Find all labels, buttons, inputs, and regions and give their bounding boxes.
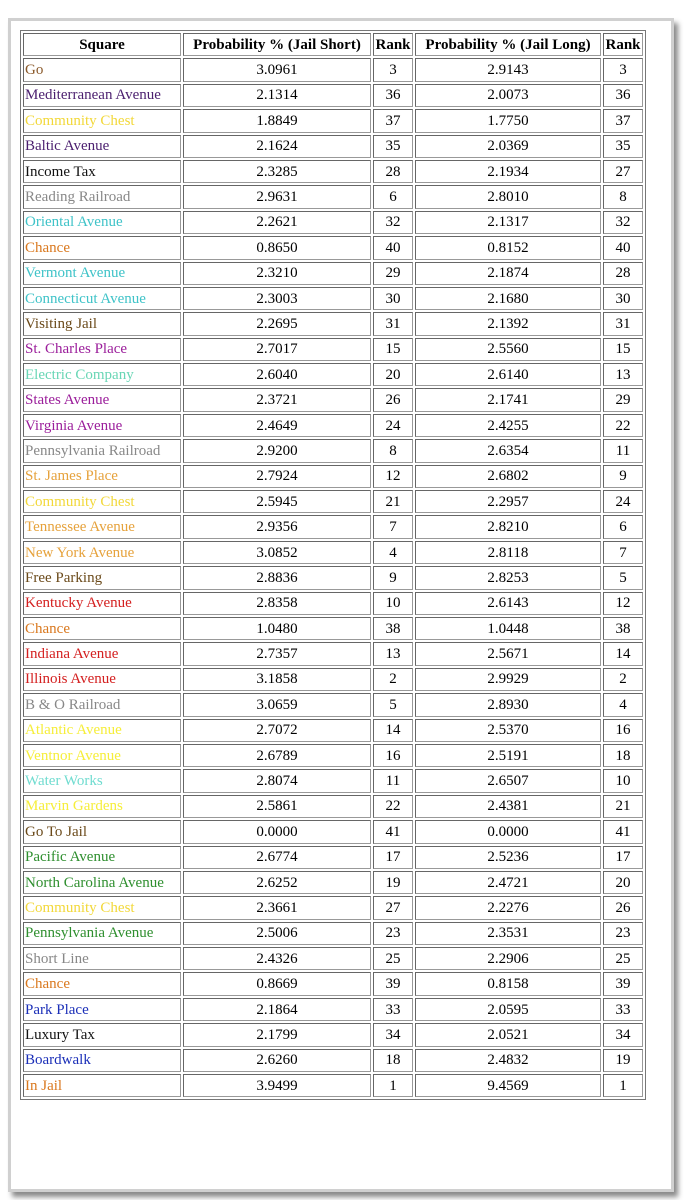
square-name-cell: Pacific Avenue: [23, 846, 181, 869]
rank-short-cell: 12: [373, 465, 413, 488]
square-name-cell: Pennsylvania Avenue: [23, 922, 181, 945]
probability-short-cell: 2.1799: [183, 1023, 371, 1046]
rank-long-cell: 32: [603, 211, 643, 234]
rank-long-cell: 3: [603, 58, 643, 81]
rank-short-cell: 31: [373, 312, 413, 335]
table-row: [23, 541, 643, 564]
rank-long-cell: 14: [603, 642, 643, 665]
probability-short-cell: 2.1864: [183, 998, 371, 1021]
square-name-cell: Chance: [23, 972, 181, 995]
square-name-cell: In Jail: [23, 1074, 181, 1097]
rank-long-cell: 13: [603, 363, 643, 386]
table-row: [23, 363, 643, 386]
square-name-cell: Go: [23, 58, 181, 81]
square-name-cell: Free Parking: [23, 566, 181, 589]
probability-short-cell: 2.6252: [183, 871, 371, 894]
rank-long-cell: 18: [603, 744, 643, 767]
header-rank-long: Rank: [603, 33, 643, 56]
rank-short-cell: 33: [373, 998, 413, 1021]
rank-long-cell: 22: [603, 414, 643, 437]
rank-short-cell: 3: [373, 58, 413, 81]
table-row: [23, 262, 643, 285]
probability-short-cell: 2.1624: [183, 135, 371, 158]
probability-short-cell: 2.6040: [183, 363, 371, 386]
rank-long-cell: 41: [603, 820, 643, 843]
table-row: [23, 58, 643, 81]
probability-short-cell: 2.2621: [183, 211, 371, 234]
probability-short-cell: 1.0480: [183, 617, 371, 640]
table-row: [23, 922, 643, 945]
square-name-cell: Chance: [23, 236, 181, 259]
probability-short-cell: 2.3285: [183, 160, 371, 183]
table-row: [23, 566, 643, 589]
probability-long-cell: 2.9929: [415, 668, 601, 691]
probability-long-cell: 2.0521: [415, 1023, 601, 1046]
probability-short-cell: 0.8650: [183, 236, 371, 259]
probability-long-cell: 2.0073: [415, 84, 601, 107]
rank-long-cell: 35: [603, 135, 643, 158]
table-row: [23, 515, 643, 538]
rank-short-cell: 34: [373, 1023, 413, 1046]
probability-short-cell: 2.6774: [183, 846, 371, 869]
probability-long-cell: 2.2276: [415, 896, 601, 919]
rank-long-cell: 5: [603, 566, 643, 589]
square-name-cell: St. Charles Place: [23, 338, 181, 361]
table-row: [23, 820, 643, 843]
probability-short-cell: 3.0961: [183, 58, 371, 81]
rank-long-cell: 1: [603, 1074, 643, 1097]
probability-short-cell: 2.9356: [183, 515, 371, 538]
square-name-cell: Illinois Avenue: [23, 668, 181, 691]
square-name-cell: Chance: [23, 617, 181, 640]
table-header-row: [23, 33, 643, 56]
probability-long-cell: 2.6507: [415, 769, 601, 792]
rank-short-cell: 23: [373, 922, 413, 945]
rank-long-cell: 36: [603, 84, 643, 107]
table-row: [23, 896, 643, 919]
rank-short-cell: 18: [373, 1049, 413, 1072]
square-name-cell: Park Place: [23, 998, 181, 1021]
probability-short-cell: 2.5861: [183, 795, 371, 818]
table-row: [23, 719, 643, 742]
square-name-cell: North Carolina Avenue: [23, 871, 181, 894]
probability-long-cell: 2.0595: [415, 998, 601, 1021]
table-row: [23, 998, 643, 1021]
probability-long-cell: 2.8253: [415, 566, 601, 589]
table-row: [23, 693, 643, 716]
header-probability-long: Probability % (Jail Long): [415, 33, 601, 56]
rank-long-cell: 17: [603, 846, 643, 869]
rank-long-cell: 4: [603, 693, 643, 716]
square-name-cell: New York Avenue: [23, 541, 181, 564]
probability-long-cell: 1.7750: [415, 109, 601, 132]
probability-short-cell: 2.5945: [183, 490, 371, 513]
probability-long-cell: 1.0448: [415, 617, 601, 640]
table-row: [23, 1074, 643, 1097]
table-row: [23, 338, 643, 361]
probability-short-cell: 2.5006: [183, 922, 371, 945]
square-name-cell: Vermont Avenue: [23, 262, 181, 285]
probability-long-cell: 2.1874: [415, 262, 601, 285]
probability-short-cell: 2.9631: [183, 185, 371, 208]
rank-long-cell: 27: [603, 160, 643, 183]
table-row: [23, 211, 643, 234]
square-name-cell: Boardwalk: [23, 1049, 181, 1072]
square-name-cell: Income Tax: [23, 160, 181, 183]
rank-short-cell: 6: [373, 185, 413, 208]
probability-long-cell: 2.4721: [415, 871, 601, 894]
probability-long-cell: 0.8152: [415, 236, 601, 259]
header-square: Square: [23, 33, 181, 56]
rank-long-cell: 9: [603, 465, 643, 488]
square-name-cell: Tennessee Avenue: [23, 515, 181, 538]
rank-short-cell: 25: [373, 947, 413, 970]
rank-short-cell: 36: [373, 84, 413, 107]
table-row: [23, 846, 643, 869]
rank-short-cell: 29: [373, 262, 413, 285]
probability-table: [20, 30, 646, 1100]
table-row: [23, 668, 643, 691]
square-name-cell: Virginia Avenue: [23, 414, 181, 437]
probability-long-cell: 2.4832: [415, 1049, 601, 1072]
rank-long-cell: 31: [603, 312, 643, 335]
square-name-cell: Go To Jail: [23, 820, 181, 843]
square-name-cell: States Avenue: [23, 388, 181, 411]
probability-long-cell: 2.5236: [415, 846, 601, 869]
rank-long-cell: 19: [603, 1049, 643, 1072]
probability-short-cell: 2.3721: [183, 388, 371, 411]
rank-long-cell: 10: [603, 769, 643, 792]
probability-short-cell: 2.4326: [183, 947, 371, 970]
probability-short-cell: 2.7357: [183, 642, 371, 665]
rank-long-cell: 40: [603, 236, 643, 259]
probability-short-cell: 2.7072: [183, 719, 371, 742]
probability-short-cell: 2.4649: [183, 414, 371, 437]
probability-long-cell: 2.5560: [415, 338, 601, 361]
rank-long-cell: 37: [603, 109, 643, 132]
rank-short-cell: 2: [373, 668, 413, 691]
rank-short-cell: 14: [373, 719, 413, 742]
probability-long-cell: 2.1317: [415, 211, 601, 234]
probability-long-cell: 2.6140: [415, 363, 601, 386]
table-row: [23, 465, 643, 488]
rank-short-cell: 7: [373, 515, 413, 538]
probability-long-cell: 2.8118: [415, 541, 601, 564]
rank-short-cell: 26: [373, 388, 413, 411]
rank-short-cell: 39: [373, 972, 413, 995]
rank-short-cell: 11: [373, 769, 413, 792]
probability-short-cell: 0.0000: [183, 820, 371, 843]
probability-short-cell: 2.3661: [183, 896, 371, 919]
table-row: [23, 769, 643, 792]
rank-long-cell: 39: [603, 972, 643, 995]
rank-short-cell: 32: [373, 211, 413, 234]
probability-long-cell: 2.4255: [415, 414, 601, 437]
probability-long-cell: 2.8930: [415, 693, 601, 716]
probability-short-cell: 2.6789: [183, 744, 371, 767]
probability-long-cell: 2.5671: [415, 642, 601, 665]
rank-long-cell: 30: [603, 287, 643, 310]
probability-long-cell: 2.5370: [415, 719, 601, 742]
probability-long-cell: 2.1680: [415, 287, 601, 310]
square-name-cell: Electric Company: [23, 363, 181, 386]
probability-short-cell: 2.8836: [183, 566, 371, 589]
rank-long-cell: 28: [603, 262, 643, 285]
square-name-cell: Short Line: [23, 947, 181, 970]
square-name-cell: Baltic Avenue: [23, 135, 181, 158]
table-row: [23, 642, 643, 665]
probability-short-cell: 2.3003: [183, 287, 371, 310]
square-name-cell: Luxury Tax: [23, 1023, 181, 1046]
probability-short-cell: 2.7924: [183, 465, 371, 488]
rank-long-cell: 29: [603, 388, 643, 411]
probability-short-cell: 2.8074: [183, 769, 371, 792]
rank-long-cell: 16: [603, 719, 643, 742]
rank-short-cell: 4: [373, 541, 413, 564]
probability-short-cell: 2.1314: [183, 84, 371, 107]
probability-long-cell: 2.1741: [415, 388, 601, 411]
rank-long-cell: 2: [603, 668, 643, 691]
probability-long-cell: 0.8158: [415, 972, 601, 995]
rank-short-cell: 41: [373, 820, 413, 843]
rank-short-cell: 15: [373, 338, 413, 361]
square-name-cell: St. James Place: [23, 465, 181, 488]
rank-long-cell: 20: [603, 871, 643, 894]
rank-long-cell: 26: [603, 896, 643, 919]
probability-long-cell: 2.8010: [415, 185, 601, 208]
rank-short-cell: 5: [373, 693, 413, 716]
square-name-cell: Pennsylvania Railroad: [23, 439, 181, 462]
square-name-cell: Marvin Gardens: [23, 795, 181, 818]
square-name-cell: Visiting Jail: [23, 312, 181, 335]
probability-long-cell: 2.0369: [415, 135, 601, 158]
rank-long-cell: 11: [603, 439, 643, 462]
square-name-cell: Mediterranean Avenue: [23, 84, 181, 107]
table-row: [23, 1023, 643, 1046]
rank-long-cell: 24: [603, 490, 643, 513]
table-row: [23, 871, 643, 894]
rank-short-cell: 8: [373, 439, 413, 462]
square-name-cell: Ventnor Avenue: [23, 744, 181, 767]
square-name-cell: Community Chest: [23, 896, 181, 919]
rank-short-cell: 40: [373, 236, 413, 259]
probability-short-cell: 3.0852: [183, 541, 371, 564]
square-name-cell: B & O Railroad: [23, 693, 181, 716]
rank-short-cell: 27: [373, 896, 413, 919]
probability-short-cell: 3.1858: [183, 668, 371, 691]
rank-short-cell: 10: [373, 592, 413, 615]
probability-short-cell: 2.7017: [183, 338, 371, 361]
table-row: [23, 287, 643, 310]
probability-long-cell: 2.9143: [415, 58, 601, 81]
probability-short-cell: 1.8849: [183, 109, 371, 132]
rank-long-cell: 12: [603, 592, 643, 615]
table-row: [23, 236, 643, 259]
square-name-cell: Community Chest: [23, 490, 181, 513]
probability-long-cell: 2.8210: [415, 515, 601, 538]
table-row: [23, 185, 643, 208]
table-row: [23, 947, 643, 970]
rank-short-cell: 20: [373, 363, 413, 386]
rank-short-cell: 30: [373, 287, 413, 310]
probability-short-cell: 3.9499: [183, 1074, 371, 1097]
rank-short-cell: 19: [373, 871, 413, 894]
table-row: [23, 135, 643, 158]
probability-short-cell: 2.8358: [183, 592, 371, 615]
table-row: [23, 109, 643, 132]
rank-short-cell: 1: [373, 1074, 413, 1097]
header-probability-short: Probability % (Jail Short): [183, 33, 371, 56]
rank-short-cell: 9: [373, 566, 413, 589]
probability-short-cell: 2.6260: [183, 1049, 371, 1072]
rank-long-cell: 15: [603, 338, 643, 361]
square-name-cell: Water Works: [23, 769, 181, 792]
square-name-cell: Community Chest: [23, 109, 181, 132]
probability-short-cell: 2.3210: [183, 262, 371, 285]
probability-long-cell: 2.6354: [415, 439, 601, 462]
table-row: [23, 972, 643, 995]
probability-long-cell: 2.1934: [415, 160, 601, 183]
probability-long-cell: 2.2906: [415, 947, 601, 970]
table-row: [23, 617, 643, 640]
rank-long-cell: 34: [603, 1023, 643, 1046]
table-body: [23, 58, 643, 1097]
rank-short-cell: 37: [373, 109, 413, 132]
square-name-cell: Kentucky Avenue: [23, 592, 181, 615]
probability-short-cell: 0.8669: [183, 972, 371, 995]
table-row: [23, 414, 643, 437]
table-row: [23, 1049, 643, 1072]
rank-short-cell: 35: [373, 135, 413, 158]
rank-long-cell: 38: [603, 617, 643, 640]
header-rank-short: Rank: [373, 33, 413, 56]
square-name-cell: Connecticut Avenue: [23, 287, 181, 310]
probability-long-cell: 2.4381: [415, 795, 601, 818]
probability-long-cell: 2.6802: [415, 465, 601, 488]
probability-short-cell: 2.2695: [183, 312, 371, 335]
rank-short-cell: 13: [373, 642, 413, 665]
rank-short-cell: 24: [373, 414, 413, 437]
square-name-cell: Oriental Avenue: [23, 211, 181, 234]
table-row: [23, 439, 643, 462]
rank-long-cell: 7: [603, 541, 643, 564]
square-name-cell: Indiana Avenue: [23, 642, 181, 665]
rank-long-cell: 6: [603, 515, 643, 538]
table-row: [23, 388, 643, 411]
table-row: [23, 160, 643, 183]
rank-short-cell: 16: [373, 744, 413, 767]
probability-long-cell: 2.2957: [415, 490, 601, 513]
rank-long-cell: 23: [603, 922, 643, 945]
rank-long-cell: 8: [603, 185, 643, 208]
table-row: [23, 84, 643, 107]
probability-long-cell: 0.0000: [415, 820, 601, 843]
rank-short-cell: 28: [373, 160, 413, 183]
rank-short-cell: 38: [373, 617, 413, 640]
probability-short-cell: 3.0659: [183, 693, 371, 716]
table-frame: [8, 18, 674, 1192]
square-name-cell: Atlantic Avenue: [23, 719, 181, 742]
table-row: [23, 744, 643, 767]
rank-short-cell: 21: [373, 490, 413, 513]
rank-short-cell: 22: [373, 795, 413, 818]
probability-long-cell: 9.4569: [415, 1074, 601, 1097]
rank-long-cell: 21: [603, 795, 643, 818]
probability-long-cell: 2.1392: [415, 312, 601, 335]
table-row: [23, 795, 643, 818]
rank-long-cell: 25: [603, 947, 643, 970]
table-row: [23, 592, 643, 615]
rank-short-cell: 17: [373, 846, 413, 869]
table-row: [23, 490, 643, 513]
probability-long-cell: 2.3531: [415, 922, 601, 945]
probability-long-cell: 2.5191: [415, 744, 601, 767]
probability-short-cell: 2.9200: [183, 439, 371, 462]
square-name-cell: Reading Railroad: [23, 185, 181, 208]
table-row: [23, 312, 643, 335]
rank-long-cell: 33: [603, 998, 643, 1021]
probability-long-cell: 2.6143: [415, 592, 601, 615]
